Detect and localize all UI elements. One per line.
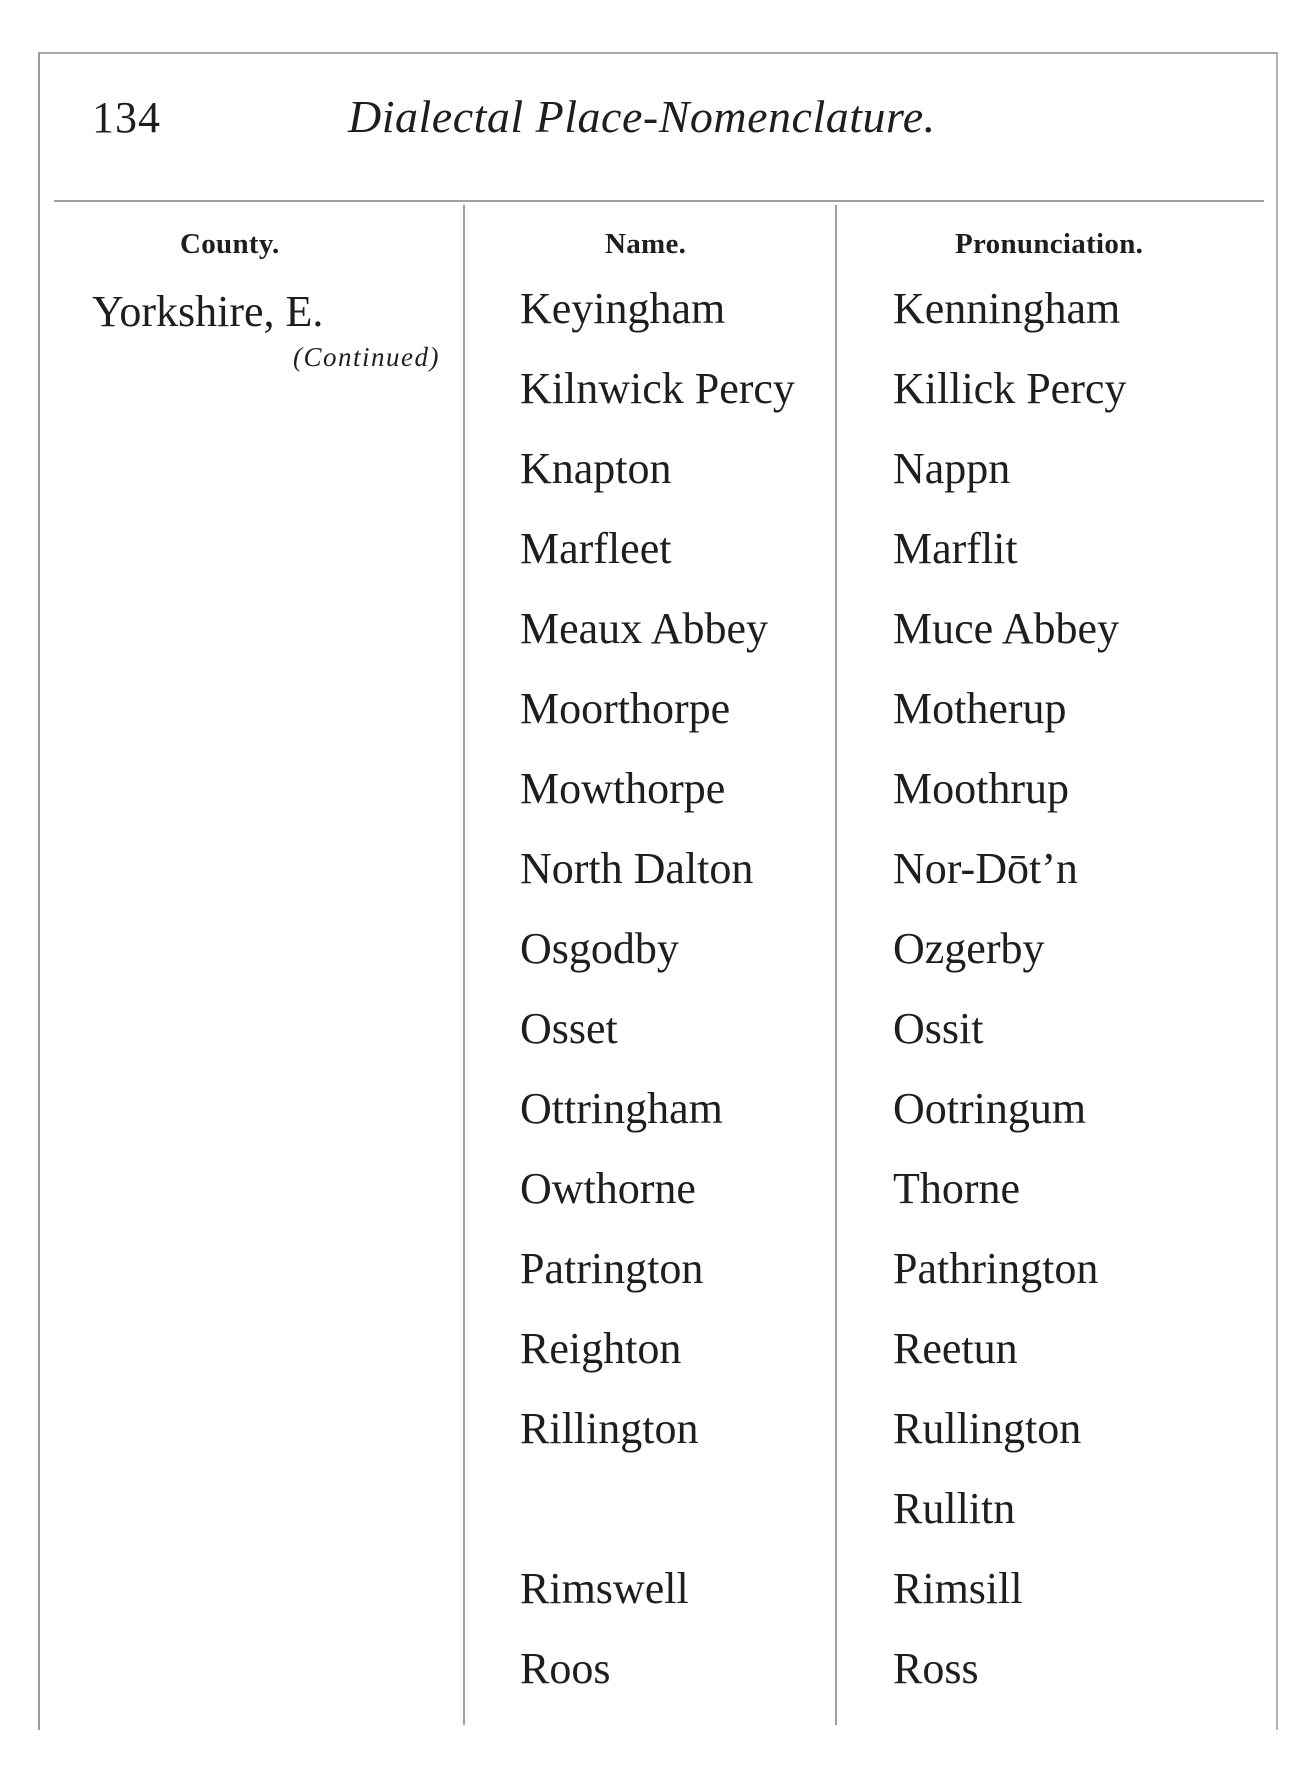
place-name <box>520 1484 795 1564</box>
pronunciation: Marflit <box>893 524 1018 573</box>
county-column-header: County. <box>180 228 280 260</box>
place-name: Kilnwick Percy <box>520 364 795 413</box>
pronunciation: Rullitn <box>893 1484 1016 1533</box>
name-column-header: Name. <box>605 228 687 260</box>
place-name: Osgodby <box>520 924 679 973</box>
pronunciation: Motherup <box>893 684 1067 733</box>
place-name: Osset <box>520 1004 618 1053</box>
pronunciation: Ootringum <box>893 1084 1087 1133</box>
running-title: Dialectal Place-Nomenclature. <box>348 91 936 142</box>
pronunciation: Pathrington <box>893 1244 1099 1293</box>
page-number: 134 <box>92 93 161 142</box>
pronunciation: Moothrup <box>893 764 1069 813</box>
pronunciation: Killick Percy <box>893 364 1127 413</box>
place-name: Rimswell <box>520 1564 689 1613</box>
pronunciation: Reetun <box>893 1324 1018 1373</box>
place-name: Owthorne <box>520 1164 696 1213</box>
names-list <box>520 284 795 1724</box>
continued-note: (Continued) <box>293 342 440 372</box>
header-rule <box>54 200 1264 202</box>
county-value: Yorkshire, E. <box>92 287 324 336</box>
place-name: Patrington <box>520 1244 704 1293</box>
place-name: Reighton <box>520 1324 682 1373</box>
pronunciation: Kenningham <box>893 284 1121 333</box>
place-name: Marfleet <box>520 524 672 573</box>
pronunciation: Ross <box>893 1644 979 1693</box>
column-divider-1 <box>463 205 465 1725</box>
place-name: Moorthorpe <box>520 684 731 733</box>
pronunciation: Rullington <box>893 1404 1082 1453</box>
pronunciations-list <box>893 284 1126 1724</box>
column-divider-2 <box>835 205 837 1725</box>
place-name: Roos <box>520 1644 611 1693</box>
place-name: Ottringham <box>520 1084 723 1133</box>
pronunciation: Nappn <box>893 444 1011 493</box>
pronunciation: Nor-Dōt’n <box>893 844 1078 893</box>
pronunciation-column-header: Pronunciation. <box>955 228 1144 260</box>
place-name: Mowthorpe <box>520 764 726 813</box>
pronunciation: Rimsill <box>893 1564 1023 1613</box>
place-name: Rillington <box>520 1404 699 1453</box>
pronunciation: Muce Abbey <box>893 604 1120 653</box>
place-name: North Dalton <box>520 844 754 893</box>
pronunciation: Ossit <box>893 1004 984 1053</box>
place-name: Meaux Abbey <box>520 604 769 653</box>
place-name: Knapton <box>520 444 672 493</box>
pronunciation: Ozgerby <box>893 924 1045 973</box>
pronunciation: Thorne <box>893 1164 1021 1213</box>
place-name: Keyingham <box>520 284 726 333</box>
